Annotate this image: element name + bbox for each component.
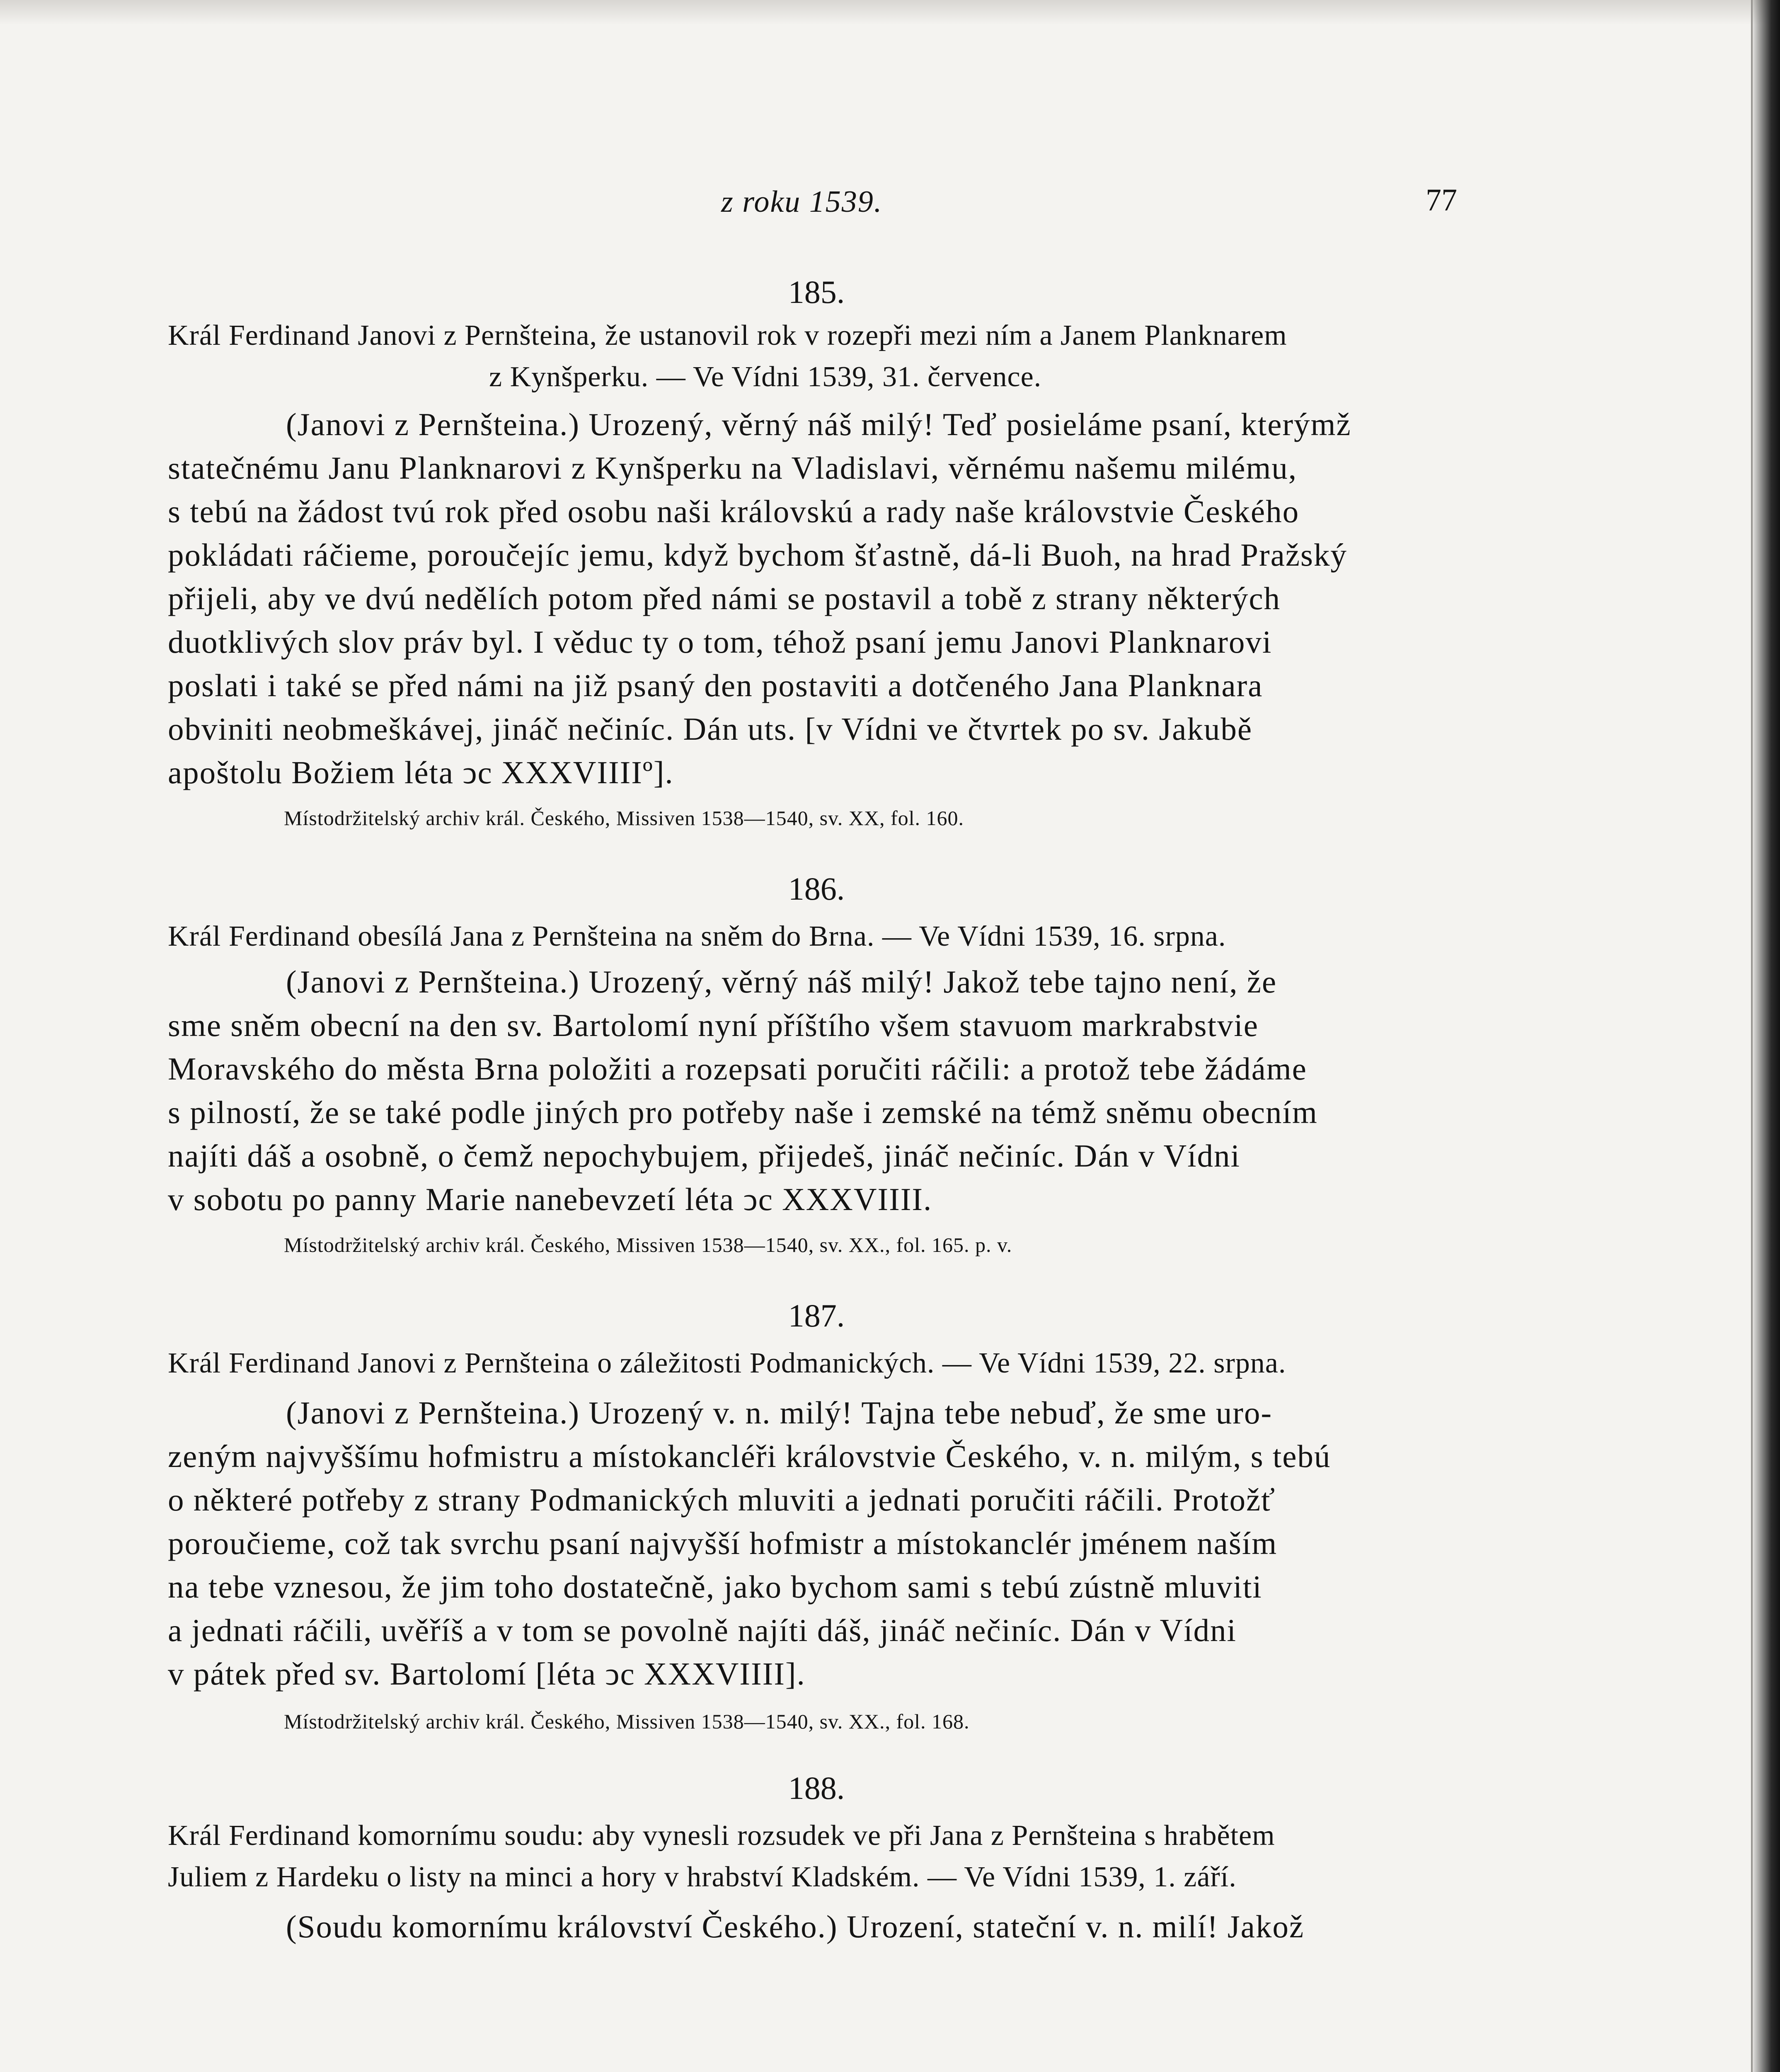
- body-line: (Janovi z Pernšteina.) Urozený, věrný náš milý! Teď posieláme psaní, kterýmž: [286, 407, 1351, 442]
- entry-number-186: 186.: [788, 871, 845, 907]
- body-line: s tebú na žádost tvú rok před osobu naši královskú a rady naše královstvie Českého: [168, 494, 1300, 529]
- running-head: z roku 1539.: [721, 185, 883, 219]
- body-line: statečnému Janu Planknarovi z Kynšperku na Vladislavi, věrnému našemu milému,: [168, 450, 1298, 486]
- entry-number-188: 188.: [788, 1770, 845, 1806]
- source-citation: Místodržitelský archiv král. Českého, Missiven 1538—1540, sv. XX., fol. 168.: [284, 1710, 970, 1733]
- body-line: obviniti neobmeškávej, jináč nečiníc. Dán uts. [v Vídni ve čtvrtek po sv. Jakubě: [168, 711, 1253, 747]
- entry-heading-line: Král Ferdinand Janovi z Pernšteina o záležitosti Podmanických. — Ve Vídni 1539, 22. srpna.: [168, 1347, 1286, 1379]
- body-line: na tebe vznesou, že jim toho dostatečně, jako bychom sami s tebú zústně mluviti: [168, 1569, 1262, 1605]
- body-line: v sobotu po panny Marie nanebevzetí léta ↄc XXXVIIII.: [168, 1181, 932, 1217]
- page-number: 77: [1426, 183, 1457, 218]
- body-line: poslati i také se před námi na již psaný den postaviti a dotčeného Jana Planknara: [168, 668, 1263, 703]
- body-line: sme sněm obecní na den sv. Bartolomí nyní příštího všem stavuom markrabstvie: [168, 1007, 1259, 1043]
- body-line: (Janovi z Pernšteina.) Urozený, věrný náš milý! Jakož tebe tajno není, že: [286, 964, 1277, 1000]
- body-line: zeným najvyššímu hofmistru a místokancléři královstvie Českého, v. n. milým, s tebú: [168, 1438, 1331, 1474]
- body-line: (Janovi z Pernšteina.) Urozený v. n. milý! Tajna tebe nebuď, že sme uro-: [286, 1395, 1273, 1431]
- body-line: pokládati ráčieme, poroučejíc jemu, když bychom šťastně, dá-li Buoh, na hrad Pražský: [168, 537, 1347, 573]
- entry-number-185: 185.: [788, 274, 845, 310]
- body-line: přijeli, aby ve dvú nedělích potom před námi se postavil a tobě z strany některých: [168, 581, 1281, 616]
- body-line: o některé potřeby z strany Podmanických mluviti a jednati poručiti ráčili. Protožť: [168, 1482, 1276, 1518]
- body-line: a jednati ráčili, uvěříš a v tom se povolně najíti dáš, jináč nečiníc. Dán v Vídni: [168, 1612, 1237, 1648]
- entry-heading-line: Juliem z Hardeku o listy na minci a hory v hrabství Kladském. — Ve Vídni 1539, 1. září.: [168, 1861, 1237, 1893]
- entry-heading-line: Král Ferdinand komornímu soudu: aby vynesli rozsudek ve při Jana z Pernšteina s hrabětem: [168, 1820, 1275, 1852]
- entry-heading-line: Král Ferdinand obesílá Jana z Pernšteina na sněm do Brna. — Ve Vídni 1539, 16. srpna.: [168, 920, 1226, 952]
- body-line: (Soudu komornímu království Českého.) Urození, stateční v. n. milí! Jakož: [286, 1909, 1305, 1944]
- entry-number-187: 187.: [788, 1297, 845, 1334]
- body-line: s pilností, že se také podle jiných pro potřeby naše i zemské na témž sněmu obecním: [168, 1094, 1318, 1130]
- body-line: poroučieme, což tak svrchu psaní najvyšší hofmistr a místokanclér jménem naším: [168, 1525, 1278, 1561]
- entry-heading-line: z Kynšperku. — Ve Vídni 1539, 31. července.: [489, 361, 1042, 393]
- body-line: Moravského do města Brna položiti a rozepsati poručiti ráčili: a protož tebe žádáme: [168, 1051, 1307, 1087]
- source-citation: Místodržitelský archiv král. Českého, Missiven 1538—1540, sv. XX, fol. 160.: [284, 806, 964, 830]
- body-line: v pátek před sv. Bartolomí [léta ↄc XXXVIIII].: [168, 1656, 806, 1692]
- body-line: najíti dáš a osobně, o čemž nepochybujem, přijedeš, jináč nečiníc. Dán v Vídni: [168, 1138, 1240, 1174]
- source-citation: Místodržitelský archiv král. Českého, Missiven 1538—1540, sv. XX., fol. 165. p. v.: [284, 1233, 1012, 1256]
- body-line: duotklivých slov práv byl. I věduc ty o tom, téhož psaní jemu Janovi Planknarovi: [168, 624, 1272, 660]
- entry-heading-line: Král Ferdinand Janovi z Pernšteina, že ustanovil rok v rozepři mezi ním a Janem Planknarem: [168, 320, 1287, 351]
- body-line: apoštolu Božiem léta ↄc XXXVIIIIº].: [168, 755, 674, 790]
